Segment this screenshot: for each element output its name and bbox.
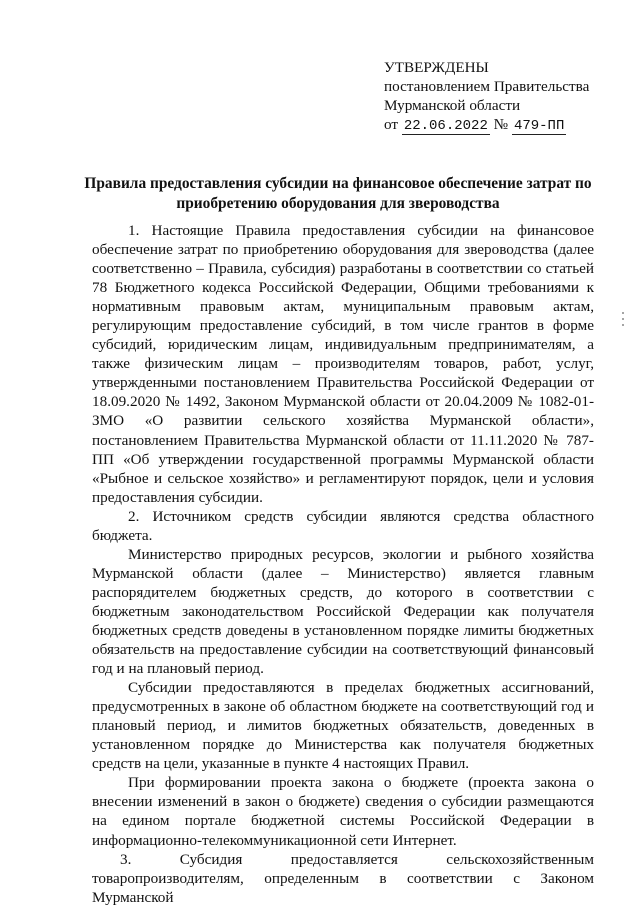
document-body (92, 221, 594, 907)
approval-issuer: постановлением Правительства (384, 78, 590, 95)
approval-date: 22.06.2022 (403, 118, 488, 134)
approval-number: 479-ПП (513, 118, 565, 134)
paragraph-5: При формировании проекта закона о бюджете (проекта закона о внесении изменений в закон о бюджете) сведения о субсидии размещаются на едином портале бюджетной системы Российской Федерации в информационно-телекоммуникационной сети Интернет. (92, 774, 594, 849)
paragraph-2: 2. Источником средств субсидии являются средства областного бюджета. (92, 507, 594, 544)
date-prefix: от (384, 116, 399, 133)
paragraph-6: 3. Субсидия предоставляется сельскохозяйственным товаропроизводителям, определенным в соответствии с Законом Мурманской (92, 850, 594, 906)
paragraph-1: 1. Настоящие Правила предоставления субсидии на финансовое обеспечение затрат по приобретению оборудования для звероводства (далее соответственно – Правила, субсидия) разработаны в соответствии со статьей 78 Бюджетного кодекса Российской Федерации, Общими требованиями к нормативным правовым актам, муниципальным правовым актам, регулирующим предоставление субсидий, в том числе грантов в форме субсидий, юридическим лицам, индивидуальным предпринимателям, а также физическим лицам – производителям товаров, работ, услуг, утвержденными постановлением Правительства Российской Федерации от 18.09.2020 № 1492, Законом Мурманской области от 20.04.2009 № 1082-01-ЗМО «О развитии сельского хозяйства Мурманской области», постановлением Правительства Мурманской области от 11.11.2020 № 787-ПП «Об утверждении государственной программы Мурманской области «Рыбное и сельское хозяйство» и регламентируют порядок, цели и условия предоставления субсидии. (92, 222, 594, 506)
document-title: Правила предоставления субсидии на финансовое обеспечение затрат по приобретению оборудования для звероводства (84, 175, 592, 212)
approval-date-line (384, 115, 624, 136)
approval-heading: УТВЕРЖДЕНЫ (384, 59, 489, 76)
scan-speck (622, 318, 624, 320)
approval-region: Мурманской области (384, 97, 521, 114)
number-prefix: № (493, 116, 509, 133)
scan-speck (622, 324, 624, 326)
paragraph-4: Субсидии предоставляются в пределах бюджетных ассигнований, предусмотренных в законе об областном бюджете на соответствующий год и плановый период, и лимитов бюджетных обязательств, доведенных в установленном порядке до Министерства как получателя бюджетных средств на цели, указанные в пункте 4 настоящих Правил. (92, 679, 594, 773)
paragraph-3: Министерство природных ресурсов, экологии и рыбного хозяйства Мурманской области (далее – Министерство) является главным распорядителем бюджетных средств, до которого в соответствии с бюджетным законодательством Российской Федерации как получателя бюджетных средств доведены в установленном порядке лимиты бюджетных обязательств на предоставление субсидии на соответствующий финансовый год и на плановый период. (92, 545, 594, 678)
scan-speck (622, 312, 624, 314)
approval-block (384, 58, 624, 136)
